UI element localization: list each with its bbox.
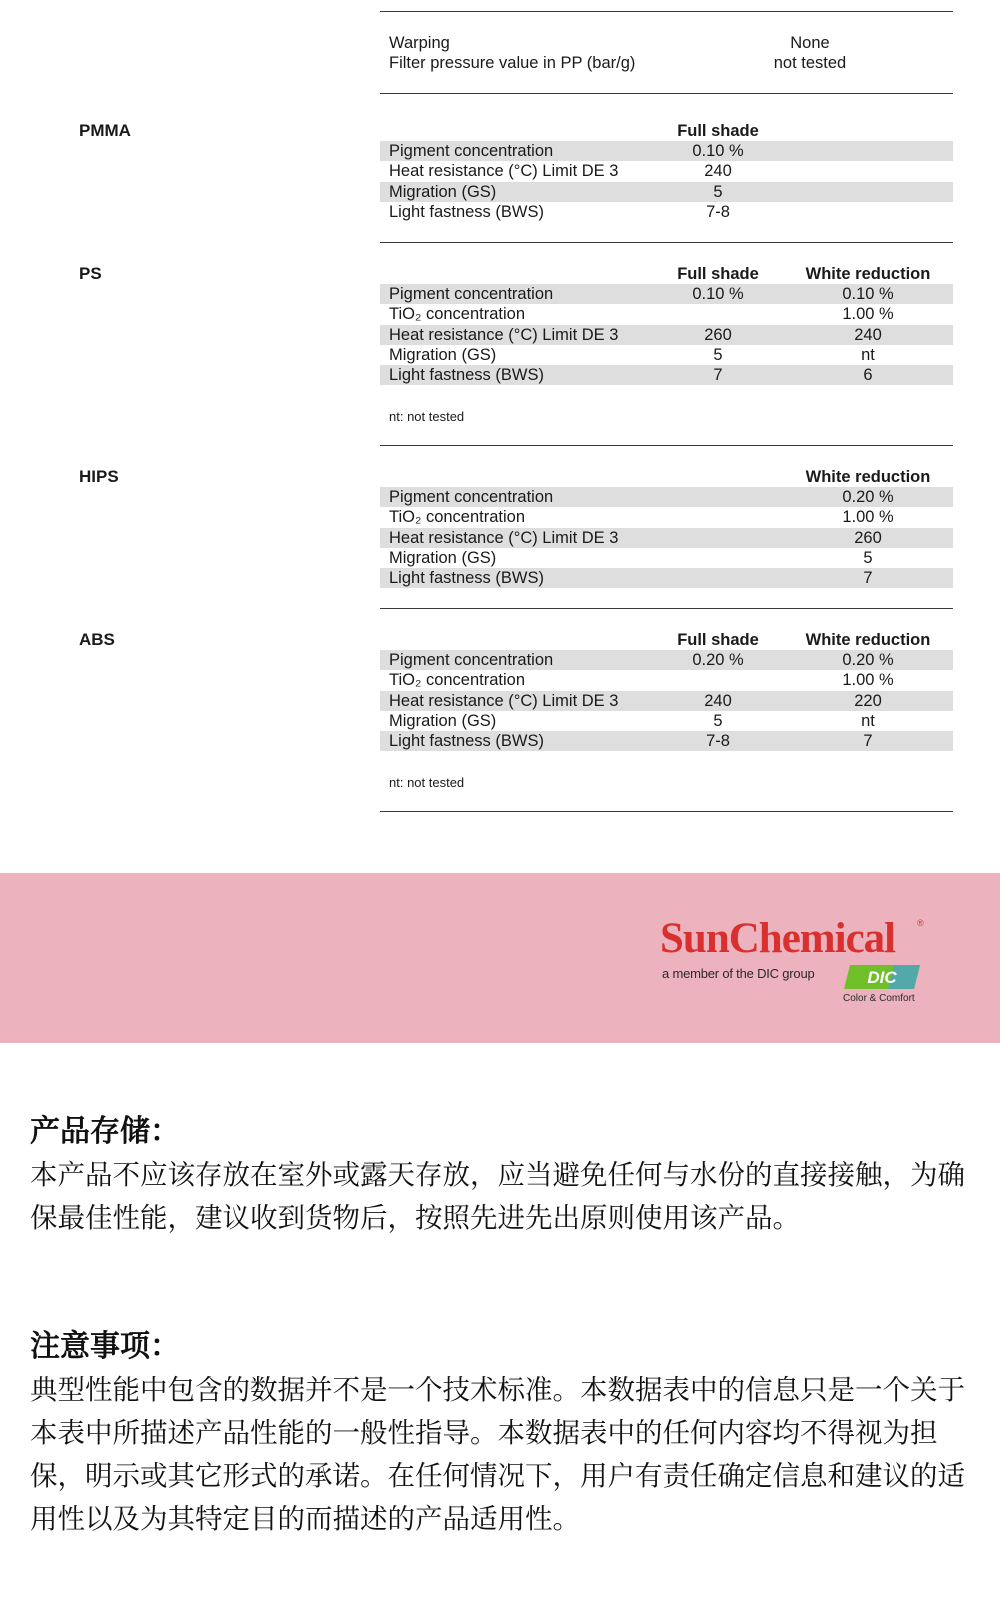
- white-reduction-value: 5: [863, 548, 873, 567]
- registered-mark: ®: [917, 918, 924, 928]
- abs-table: [380, 650, 953, 751]
- ps-col-full-shade: Full shade: [677, 265, 759, 283]
- white-reduction-value: 0.20 %: [842, 651, 894, 669]
- pmma-col-full-shade: Full shade: [677, 122, 759, 140]
- row-label: Heat resistance (°C) Limit DE 3: [389, 162, 619, 181]
- row-label: Light fastness (BWS): [389, 732, 544, 751]
- table-row: [380, 161, 953, 181]
- table-row: [380, 711, 953, 731]
- full-shade-value: 240: [704, 162, 732, 181]
- table-row: [380, 325, 953, 345]
- white-reduction-value: nt: [861, 711, 875, 730]
- full-shade-value: 240: [704, 691, 732, 710]
- filter-pressure-label: Filter pressure value in PP (bar/g): [389, 54, 636, 72]
- abs-col-white-reduction: White reduction: [805, 631, 931, 649]
- warping-label: Warping: [389, 34, 450, 52]
- ps-title: PS: [79, 264, 102, 283]
- full-shade-value: 5: [713, 711, 723, 730]
- full-shade-value: 0.20 %: [692, 651, 744, 669]
- row-label: Pigment concentration: [389, 651, 554, 669]
- table-row: [380, 568, 953, 588]
- row-label: TiO₂ concentration: [389, 305, 526, 324]
- hips-table: [380, 487, 953, 588]
- abs-col-full-shade: Full shade: [677, 631, 759, 649]
- hips-title: HIPS: [79, 467, 119, 486]
- full-shade-value: 260: [704, 325, 732, 344]
- table-row: [380, 345, 953, 365]
- full-shade-value: 7-8: [706, 732, 730, 751]
- white-reduction-value: 260: [854, 528, 882, 547]
- white-reduction-value: 6: [863, 366, 873, 385]
- dic-logo-icon: [844, 965, 920, 989]
- white-reduction-value: 220: [854, 691, 882, 710]
- white-reduction-value: 0.10 %: [842, 285, 894, 303]
- filter-pressure-value: not tested: [773, 54, 847, 72]
- table-row: [380, 650, 953, 670]
- row-label: Migration (GS): [389, 711, 497, 730]
- section-divider: [380, 811, 953, 812]
- row-label: Pigment concentration: [389, 285, 554, 303]
- white-reduction-value: 1.00 %: [842, 305, 894, 324]
- logo-tagline: a member of the DIC group: [662, 966, 815, 981]
- hips-col-white-reduction: White reduction: [805, 468, 931, 486]
- row-label: Migration (GS): [389, 548, 497, 567]
- row-label: Migration (GS): [389, 345, 497, 364]
- row-label: TiO₂ concentration: [389, 671, 526, 690]
- table-row: [380, 507, 953, 527]
- notice-heading: 注意事项：: [30, 1329, 180, 1364]
- table-row: [380, 691, 953, 711]
- table-row: [380, 528, 953, 548]
- full-shade-value: 7-8: [706, 202, 730, 221]
- dic-logo-text: DIC: [867, 968, 897, 987]
- table-row: [380, 548, 953, 568]
- table-row: [380, 487, 953, 507]
- white-reduction-value: 0.20 %: [842, 488, 894, 506]
- full-shade-value: 5: [713, 182, 723, 201]
- row-label: Pigment concentration: [389, 142, 554, 160]
- row-label: Light fastness (BWS): [389, 366, 544, 385]
- full-shade-value: 0.10 %: [692, 142, 744, 160]
- white-reduction-value: 240: [854, 325, 882, 344]
- full-shade-value: 5: [713, 345, 723, 364]
- ps-col-white-reduction: White reduction: [805, 265, 931, 283]
- ps-footnote: nt: not tested: [389, 409, 465, 424]
- row-label: Heat resistance (°C) Limit DE 3: [389, 325, 619, 344]
- table-row: [380, 670, 953, 690]
- notice-body: 典型性能中包含的数据并不是一个技术标准。本数据表中的信息只是一个关于本表中所描述产品性能的一般性指导。本数据表中的任何内容均不得视为担保，明示或其它形式的承诺。在任何情况下，用户有责任确定信息和建议的适用性以及为其特定目的而描述的产品适用性。: [30, 1374, 965, 1535]
- table-row: [380, 141, 953, 161]
- ps-table: [380, 284, 953, 385]
- row-label: Light fastness (BWS): [389, 569, 544, 588]
- table-row: [380, 365, 953, 385]
- white-reduction-value: 7: [863, 732, 873, 751]
- table-row: [380, 182, 953, 202]
- row-label: Heat resistance (°C) Limit DE 3: [389, 528, 619, 547]
- table-row: [380, 304, 953, 324]
- section-divider: [380, 93, 953, 94]
- row-label: TiO₂ concentration: [389, 508, 526, 527]
- storage-body: 本产品不应该存放在室外或露天存放，应当避免任何与水份的直接接触，为确保最佳性能，建议收到货物后，按照先进先出原则使用该产品。: [30, 1159, 965, 1234]
- table-row: [380, 284, 953, 304]
- table-row: [380, 731, 953, 751]
- full-shade-value: 7: [713, 366, 723, 385]
- table-row: [380, 202, 953, 222]
- section-divider: [380, 608, 953, 609]
- row-label: Migration (GS): [389, 182, 497, 201]
- sunchemical-logo: SunChemical: [660, 915, 896, 962]
- white-reduction-value: nt: [861, 345, 875, 364]
- pmma-table: [380, 141, 953, 222]
- storage-heading: 产品存储：: [30, 1114, 180, 1149]
- top-divider: [380, 11, 953, 12]
- row-label: Light fastness (BWS): [389, 202, 544, 221]
- dic-tagline: Color & Comfort: [843, 993, 915, 1004]
- white-reduction-value: 7: [863, 569, 873, 588]
- warping-value: None: [790, 34, 830, 52]
- section-divider: [380, 445, 953, 446]
- row-label: Heat resistance (°C) Limit DE 3: [389, 691, 619, 710]
- full-shade-value: 0.10 %: [692, 285, 744, 303]
- pmma-title: PMMA: [79, 121, 131, 140]
- abs-footnote: nt: not tested: [389, 775, 465, 790]
- white-reduction-value: 1.00 %: [842, 508, 894, 527]
- white-reduction-value: 1.00 %: [842, 671, 894, 690]
- section-divider: [380, 242, 953, 243]
- abs-title: ABS: [79, 630, 115, 649]
- row-label: Pigment concentration: [389, 488, 554, 506]
